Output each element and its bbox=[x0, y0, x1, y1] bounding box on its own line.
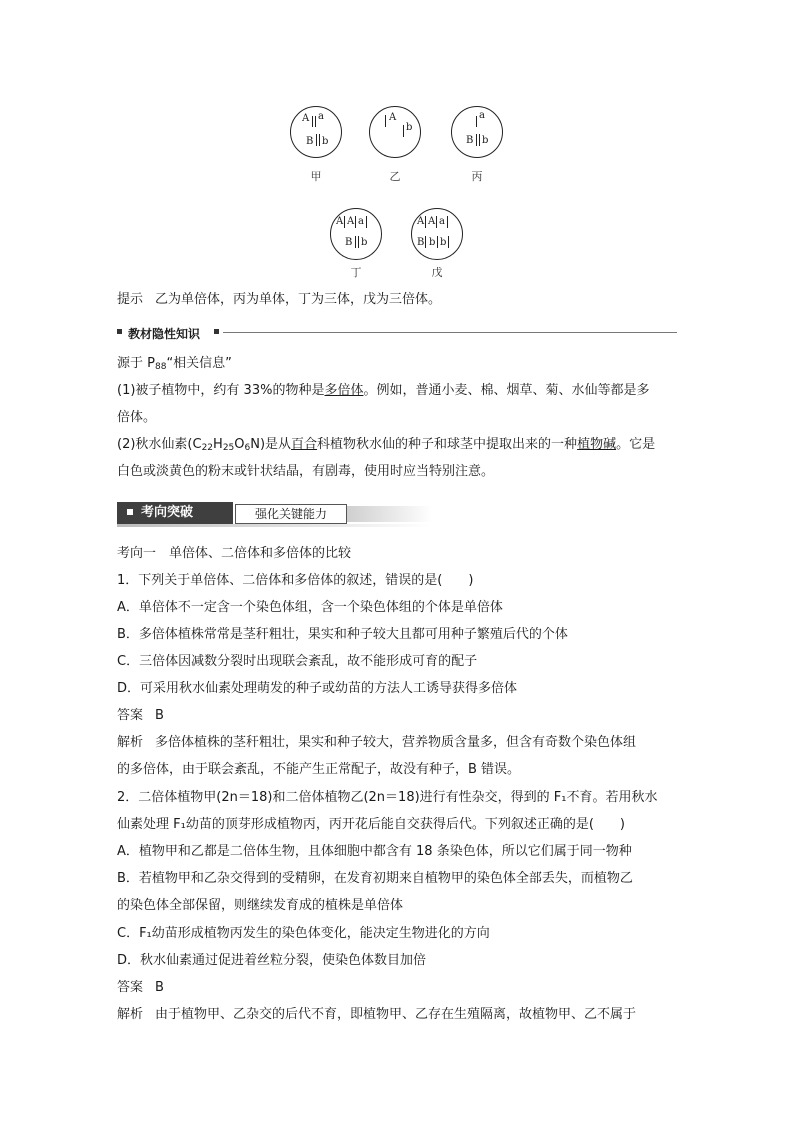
chromosome bbox=[479, 134, 480, 146]
hint-text: 乙为单倍体，丙为单体，丁为三体，戊为三倍体。 bbox=[155, 292, 442, 307]
q1-option-c: C．三倍体因减数分裂时出现联会紊乱，故不能形成可育的配子 bbox=[117, 654, 478, 669]
cell-label-jia: 甲 bbox=[310, 170, 322, 183]
q1-stem: 1．下列关于单倍体、二倍体和多倍体的叙述，错误的是( ) bbox=[117, 573, 474, 588]
q1-option-a: A．单倍体不一定含一个染色体组，含一个染色体组的个体是单倍体 bbox=[117, 600, 503, 615]
q1-option-b: B．多倍体植株常常是茎秆粗壮，果实和种子较大且都可用种子繁殖后代的个体 bbox=[117, 627, 568, 642]
chromosome bbox=[403, 125, 404, 137]
cell-ding bbox=[330, 208, 382, 260]
q2-option-b-line-2: 的染色体全部保留，则继续发育成的植株是单倍体 bbox=[117, 898, 404, 913]
gene-label: a bbox=[358, 216, 364, 227]
chromosome bbox=[476, 116, 477, 127]
cell-label-bing: 丙 bbox=[471, 170, 483, 183]
gene-label: a bbox=[318, 111, 324, 122]
chromosome bbox=[366, 216, 367, 228]
source-prefix: 源于 P bbox=[117, 356, 155, 371]
cell-bing bbox=[451, 106, 503, 158]
underlined-term: 百合 bbox=[291, 437, 318, 452]
q1-analysis-line-1 bbox=[117, 734, 677, 752]
section-header bbox=[117, 325, 677, 339]
subscript: 22 bbox=[201, 443, 214, 453]
hint bbox=[117, 291, 677, 309]
answer-value: B bbox=[155, 980, 164, 995]
gene-label: b bbox=[429, 237, 436, 248]
chromosome bbox=[437, 236, 438, 248]
q2-option-a: A．植物甲和乙都是二倍体生物，且体细胞中都含有 18 条染色体，所以它们属于同一物种 bbox=[117, 844, 632, 859]
q2-option-d: D．秋水仙素通过促进着丝粒分裂，使染色体数目加倍 bbox=[117, 953, 427, 968]
chromosome bbox=[316, 134, 317, 146]
gene-label: A bbox=[428, 216, 436, 227]
banner-left bbox=[117, 502, 233, 524]
cell-yi bbox=[369, 106, 421, 158]
square-bullet-icon bbox=[127, 509, 133, 515]
paragraph-2-line-1 bbox=[117, 436, 677, 457]
q1-option-d: D．可采用秋水仙素处理萌发的种子或幼苗的方法人工诱导获得多倍体 bbox=[117, 681, 518, 696]
chromosome bbox=[315, 116, 316, 127]
gene-label: B bbox=[417, 237, 425, 248]
cell-label-yi: 乙 bbox=[389, 170, 401, 183]
q2-option-c: C．F₁幼苗形成植物丙发生的染色体变化，能决定生物进化的方向 bbox=[117, 926, 490, 941]
chromosome bbox=[319, 134, 320, 146]
chromosome bbox=[436, 216, 437, 228]
square-bullet-icon bbox=[214, 329, 219, 334]
gene-label: b bbox=[440, 237, 447, 248]
q2-answer bbox=[117, 979, 677, 997]
analysis-text: 由于植物甲、乙杂交的后代不育，即植物甲、乙存在生殖隔离，故植物甲、乙不属于 bbox=[155, 1007, 637, 1022]
underlined-term: 植物碱 bbox=[577, 437, 617, 452]
chromosome bbox=[425, 216, 426, 228]
chromosome bbox=[358, 236, 359, 248]
q2-option-b-line-1: B．若植物甲和乙杂交得到的受精卵，在发育初期来自植物甲的染色体全部丢失，而植物乙 bbox=[117, 871, 633, 886]
gene-label: B bbox=[466, 135, 474, 146]
chromosome bbox=[425, 236, 426, 248]
analysis-label: 解析 bbox=[117, 1007, 144, 1022]
q1-answer bbox=[117, 707, 677, 725]
gene-label: A bbox=[302, 113, 310, 124]
chromosome bbox=[476, 134, 477, 146]
source-line bbox=[117, 355, 677, 376]
gene-label: b bbox=[322, 136, 329, 147]
section-banner bbox=[117, 502, 432, 526]
subscript: 25 bbox=[222, 443, 235, 453]
gene-label: b bbox=[406, 122, 413, 133]
text: (2)秋水仙素(C bbox=[117, 437, 202, 452]
gene-label: a bbox=[479, 110, 485, 121]
source-page: 88 bbox=[154, 362, 167, 372]
paragraph-1-line-1 bbox=[117, 382, 677, 400]
text: N)是从 bbox=[250, 437, 292, 452]
section-title: 教材隐性知识 bbox=[128, 327, 201, 341]
source-suffix: “相关信息” bbox=[166, 356, 232, 371]
subscript: 6 bbox=[244, 443, 251, 453]
underlined-term: 多倍体 bbox=[324, 383, 364, 398]
gene-label: A bbox=[389, 112, 397, 123]
topic-heading: 考向一 单倍体、二倍体和多倍体的比较 bbox=[117, 546, 352, 561]
banner-left-text: 考向突破 bbox=[141, 505, 194, 520]
gene-label: b bbox=[361, 237, 368, 248]
banner-right: 强化关键能力 bbox=[235, 504, 347, 524]
hint-label: 提示 bbox=[117, 292, 144, 307]
text: 科植物秋水仙的种子和球茎中提取出来的一种 bbox=[317, 437, 578, 452]
gene-label: B bbox=[306, 136, 314, 147]
gene-label: a bbox=[439, 216, 445, 227]
gene-label: A bbox=[347, 216, 355, 227]
gene-label: b bbox=[482, 135, 489, 146]
banner-underline bbox=[117, 524, 432, 527]
cell-jia bbox=[290, 106, 342, 158]
chromosome bbox=[448, 236, 449, 248]
chromosome bbox=[355, 216, 356, 228]
paragraph-2-line-2: 白色或淡黄色的粉末或针状结晶，有剧毒，使用时应当特别注意。 bbox=[117, 464, 495, 479]
text: (1)被子植物中，约有 33%的物种是 bbox=[117, 383, 325, 398]
analysis-label: 解析 bbox=[117, 735, 144, 750]
answer-label: 答案 bbox=[117, 980, 144, 995]
gene-label: A bbox=[417, 216, 425, 227]
banner-fade bbox=[347, 506, 432, 522]
cell-label-ding: 丁 bbox=[350, 266, 362, 279]
text: 。它是 bbox=[616, 437, 656, 452]
text: O bbox=[234, 437, 245, 452]
divider bbox=[223, 332, 677, 333]
gene-label: B bbox=[345, 237, 353, 248]
chromosome bbox=[355, 236, 356, 248]
paragraph-1-line-2: 倍体。 bbox=[117, 410, 157, 425]
cell-label-wu: 戊 bbox=[431, 266, 443, 279]
answer-value: B bbox=[155, 708, 164, 723]
gene-label: A bbox=[336, 216, 344, 227]
text: H bbox=[213, 437, 223, 452]
chromosome bbox=[312, 116, 313, 127]
cell-wu bbox=[411, 208, 463, 260]
q2-stem-line-1: 2．二倍体植物甲(2n＝18)和二倍体植物乙(2n＝18)进行有性杂交，得到的 F₁不育。若用秋水 bbox=[117, 790, 658, 805]
q2-stem-line-2: 仙素处理 F₁幼苗的顶芽形成植物丙，丙开花后能自交获得后代。下列叙述正确的是( ) bbox=[117, 817, 625, 832]
text: 。例如，普通小麦、棉、烟草、菊、水仙等都是多 bbox=[363, 383, 650, 398]
chromosome bbox=[385, 115, 386, 127]
chromosome bbox=[447, 216, 448, 228]
q2-analysis-line-1 bbox=[117, 1006, 677, 1024]
chromosome bbox=[344, 216, 345, 228]
analysis-text: 多倍体植株的茎秆粗壮，果实和种子较大，营养物质含量多，但含有奇数个染色体组 bbox=[155, 735, 637, 750]
q1-analysis-line-2: 的多倍体，由于联会紊乱，不能产生正常配子，故没有种子，B 错误。 bbox=[117, 762, 521, 777]
square-bullet-icon bbox=[117, 329, 122, 334]
answer-label: 答案 bbox=[117, 708, 144, 723]
